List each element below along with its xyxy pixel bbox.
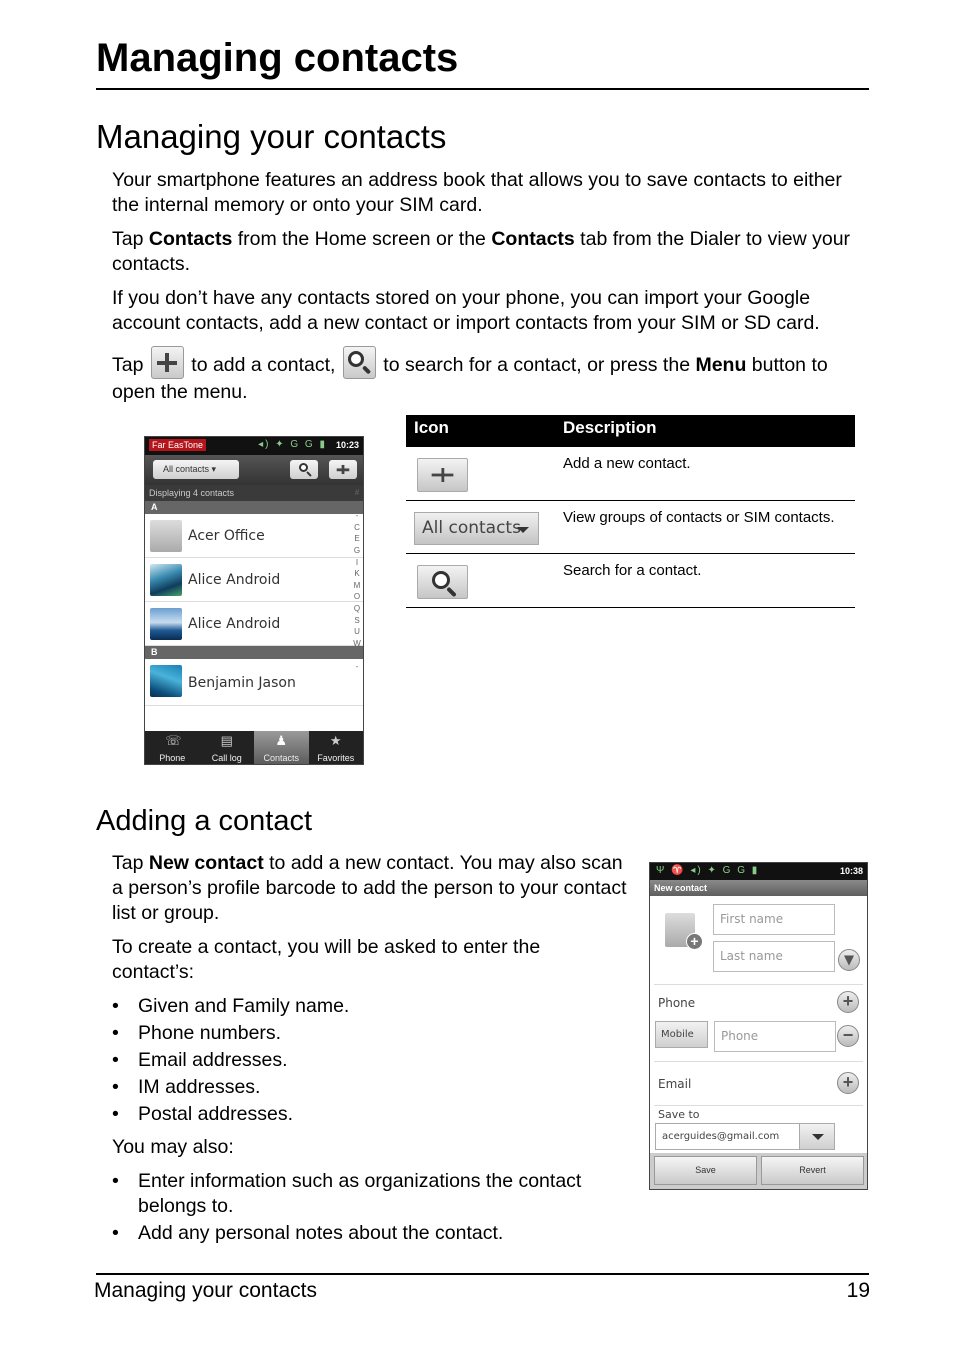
status-icons: ◂) ✦ G G ▮ (258, 439, 327, 450)
row-description: Search for a contact. (563, 562, 702, 579)
save-button[interactable]: Save (654, 1156, 757, 1185)
person-icon: ♟ (275, 733, 288, 748)
chevron-down-icon (799, 1124, 834, 1149)
contact-name: Alice Android (188, 616, 281, 632)
contacts-toolbar (145, 455, 363, 485)
tab-contacts[interactable]: ♟ Contacts (254, 731, 309, 764)
column-description: Description (563, 418, 657, 437)
divider (654, 1061, 863, 1062)
alphabet-index[interactable]: # A - C E G I K M O Q S U W Y - (353, 488, 361, 671)
email-section-label: Email (658, 1077, 692, 1091)
create-contact-paragraph: To create a contact, you will be asked to enter the contact’s: (112, 936, 541, 983)
status-bar (145, 437, 363, 455)
expand-name-icon[interactable]: ▾ (838, 949, 860, 971)
chevron-down-icon (517, 527, 529, 533)
chapter-rule (96, 88, 869, 90)
search-button[interactable] (290, 460, 318, 479)
add-phone-icon[interactable]: + (837, 991, 859, 1013)
letter-header-a: A (145, 501, 363, 514)
list-item: • Enter information such as organizations the contact belongs to. (112, 1169, 622, 1219)
phone-icon: ☏ (165, 733, 182, 748)
you-may-also: You may also: (112, 1136, 234, 1158)
divider (654, 1105, 863, 1106)
new-contact-screenshot (649, 862, 868, 1190)
contact-name: Alice Android (188, 572, 281, 588)
list-item: • Email addresses. (112, 1047, 349, 1074)
phone-input[interactable]: Phone (714, 1021, 836, 1052)
search-icon (417, 565, 468, 599)
displaying-count: Displaying 4 contacts (145, 485, 363, 501)
contacts-screenshot (144, 436, 364, 765)
contact-fields-list (112, 993, 349, 1128)
divider (654, 984, 863, 985)
row-description: View groups of contacts or SIM contacts. (563, 509, 835, 526)
intro-paragraph: Your smartphone features an address book that allows you to save contacts to either the internal memory or onto your SIM card. (112, 169, 842, 216)
list-item: • Phone numbers. (112, 1020, 349, 1047)
column-icon: Icon (414, 418, 449, 437)
status-icons: Ψ ♈ ◂) ✦ G G ▮ (656, 865, 760, 876)
clock: 10:23 (335, 440, 359, 450)
tab-phone[interactable]: ☏ Phone (159, 733, 186, 763)
contact-name: Acer Office (188, 528, 265, 544)
list-item: • Add any personal notes about the contact. (112, 1221, 622, 1246)
star-icon: ★ (329, 733, 342, 748)
page-number: 19 (846, 1279, 870, 1302)
tab-bar (145, 731, 363, 764)
tab-call-log[interactable]: ▤ Call log (211, 733, 242, 763)
table-row (406, 447, 855, 501)
new-contact-paragraph: Tap New contact to add a new contact. You may also scan a person’s profile barcode to add the person to your contact list or group. (112, 852, 627, 924)
contact-name: Benjamin Jason (188, 675, 296, 691)
table-row (406, 554, 855, 608)
all-contacts-button[interactable]: All contacts ▾ (153, 460, 239, 479)
contact-row[interactable] (145, 659, 363, 706)
contact-row[interactable] (145, 558, 363, 602)
contact-row[interactable] (145, 602, 363, 646)
add-photo-icon: + (686, 933, 703, 950)
footer-rule (96, 1273, 869, 1275)
remove-phone-icon[interactable]: − (837, 1025, 859, 1047)
add-email-icon[interactable]: + (837, 1072, 859, 1094)
tap-contacts-paragraph: Tap Contacts from the Home screen or the Contacts tab from the Dialer to view your contacts. (112, 228, 851, 275)
avatar (150, 520, 182, 552)
footer-section-name: Managing your contacts (94, 1279, 317, 1302)
table-header (406, 415, 855, 447)
extra-options-list (112, 1169, 622, 1246)
icon-description-table (406, 415, 855, 608)
action-bar (650, 1153, 867, 1189)
clock: 10:38 (839, 866, 863, 876)
new-contact-header: New contact (650, 880, 867, 896)
avatar (150, 665, 182, 697)
search-icon (343, 346, 376, 379)
avatar (150, 564, 182, 596)
row-description: Add a new contact. (563, 455, 691, 472)
import-paragraph: If you don’t have any contacts stored on your phone, you can import your Google account contacts, add a new contact or import contacts from your SIM or SD card. (112, 287, 820, 334)
last-name-input[interactable]: Last name (713, 941, 835, 972)
plus-icon (417, 458, 468, 492)
status-bar (650, 863, 867, 880)
all-contacts-dropdown-icon: All contacts (414, 512, 539, 545)
carrier-label: Far EasTone (149, 439, 206, 451)
section-title-managing: Managing your contacts (96, 118, 447, 155)
plus-icon (151, 346, 184, 379)
list-item: • Postal addresses. (112, 1101, 349, 1128)
first-name-input[interactable]: First name (713, 904, 835, 935)
add-contact-button[interactable] (329, 460, 357, 479)
list-item: • IM addresses. (112, 1074, 349, 1101)
avatar (150, 608, 182, 640)
tab-favorites[interactable]: ★ Favorites (317, 733, 355, 763)
phone-type-button[interactable]: Mobile (655, 1021, 708, 1048)
contact-row[interactable] (145, 514, 363, 558)
section-title-adding: Adding a contact (96, 805, 313, 837)
table-row (406, 501, 855, 554)
save-to-label: Save to (658, 1108, 700, 1121)
chapter-title: Managing contacts (96, 36, 459, 80)
call-log-icon: ▤ (220, 733, 233, 748)
letter-header-b: B (145, 646, 363, 659)
tap-icons-paragraph: Tap to add a contact, to search for a contact, or press the Menu button to open the menu. (112, 346, 862, 406)
list-item: • Given and Family name. (112, 993, 349, 1020)
account-select[interactable]: acerguides@gmail.com (655, 1123, 835, 1150)
phone-section-label: Phone (658, 996, 696, 1010)
revert-button[interactable]: Revert (761, 1156, 864, 1185)
